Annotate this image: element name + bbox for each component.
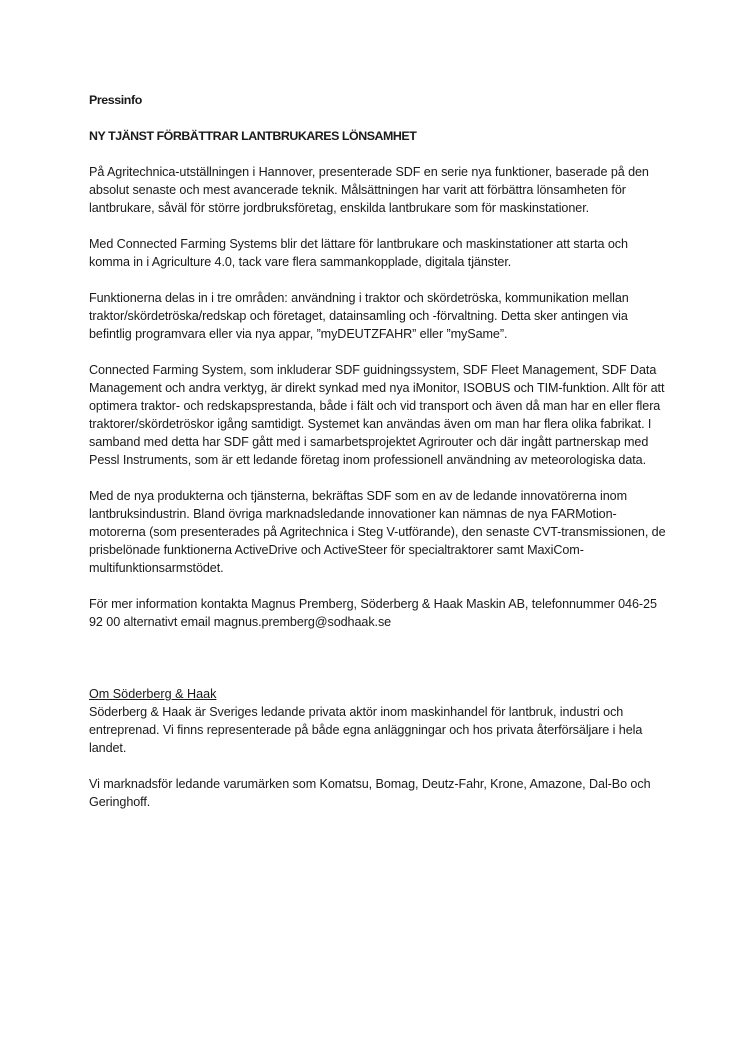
about-title-text: Om Söderberg & Haak (89, 687, 217, 701)
body-paragraph-functions: Funktionerna delas in i tre områden: användning i traktor och skördetröska, kommunikation mellan traktor/skördetröska/redskap och företaget, datainsamling och -förvaltning. Detta sker antingen via befintlig programvara eller via nya appar, ”myDEUTZFAHR” eller ”mySame”. (89, 291, 629, 341)
press-release-page (89, 91, 669, 811)
headline: NY TJÄNST FÖRBÄTTRAR LANTBRUKARES LÖNSAMHET (89, 129, 417, 143)
body-paragraph-intro: På Agritechnica-utställningen i Hannover, presenterade SDF en serie nya funktioner, baserade på den absolut senaste och mest avancerade teknik. Målsättningen har varit att förbättra lönsamheten för lantbrukare, såväl för större jordbruksföretag, enskilda lantbrukare som för maskinstationer. (89, 165, 649, 215)
body-paragraph-innovations: Med de nya produkterna och tjänsterna, bekräftas SDF som en av de ledande innovatörerna inom lantbruksindustrin. Bland övriga marknadsledande innovationer kan nämnas de nya FARMotion-motorerna (som presenterades på Agritechnica i Steg V-utförande), den senaste CVT-transmissionen, de prisbelönade funktionerna ActiveDrive och ActiveSteer för specialtraktorer samt MaxiCom-multifunktionsarmstödet. (89, 489, 666, 575)
about-section-title (89, 685, 669, 703)
body-paragraph-system: Connected Farming System, som inkluderar SDF guidningssystem, SDF Fleet Management, SDF Data Management och andra verktyg, är direkt synkad med nya iMonitor, ISOBUS och TIM-funktion. Allt för att optimera traktor- och redskapsprestanda, både i fält och vid transport och även då man har en eller flera traktorer/skördetröskor igång samtidigt. Systemet kan användas även om man har flera olika fabrikat. I samband med detta har SDF gått med i samarbetsprojektet Agrirouter och där ingått partnerskap med Pessl Instruments, som är ett ledande företag inom professionell användning av meteorologiska data. (89, 363, 665, 467)
document-label: Pressinfo (89, 93, 142, 107)
about-paragraph-brands: Vi marknadsför ledande varumärken som Komatsu, Bomag, Deutz-Fahr, Krone, Amazone, Dal-Bo och Geringhoff. (89, 777, 651, 809)
body-paragraph-connected-farming: Med Connected Farming Systems blir det lättare för lantbrukare och maskinstationer att starta och komma in i Agriculture 4.0, tack vare flera sammankopplade, digitala tjänster. (89, 237, 628, 269)
about-paragraph-company: Söderberg & Haak är Sveriges ledande privata aktör inom maskinhandel för lantbruk, industri och entreprenad. Vi finns representerade på både egna anläggningar och hos privata återförsäljare i hela landet. (89, 705, 643, 755)
contact-paragraph: För mer information kontakta Magnus Premberg, Söderberg & Haak Maskin AB, telefonnummer 046-25 92 00 alternativt email magnus.premberg@sodhaak.se (89, 597, 657, 629)
